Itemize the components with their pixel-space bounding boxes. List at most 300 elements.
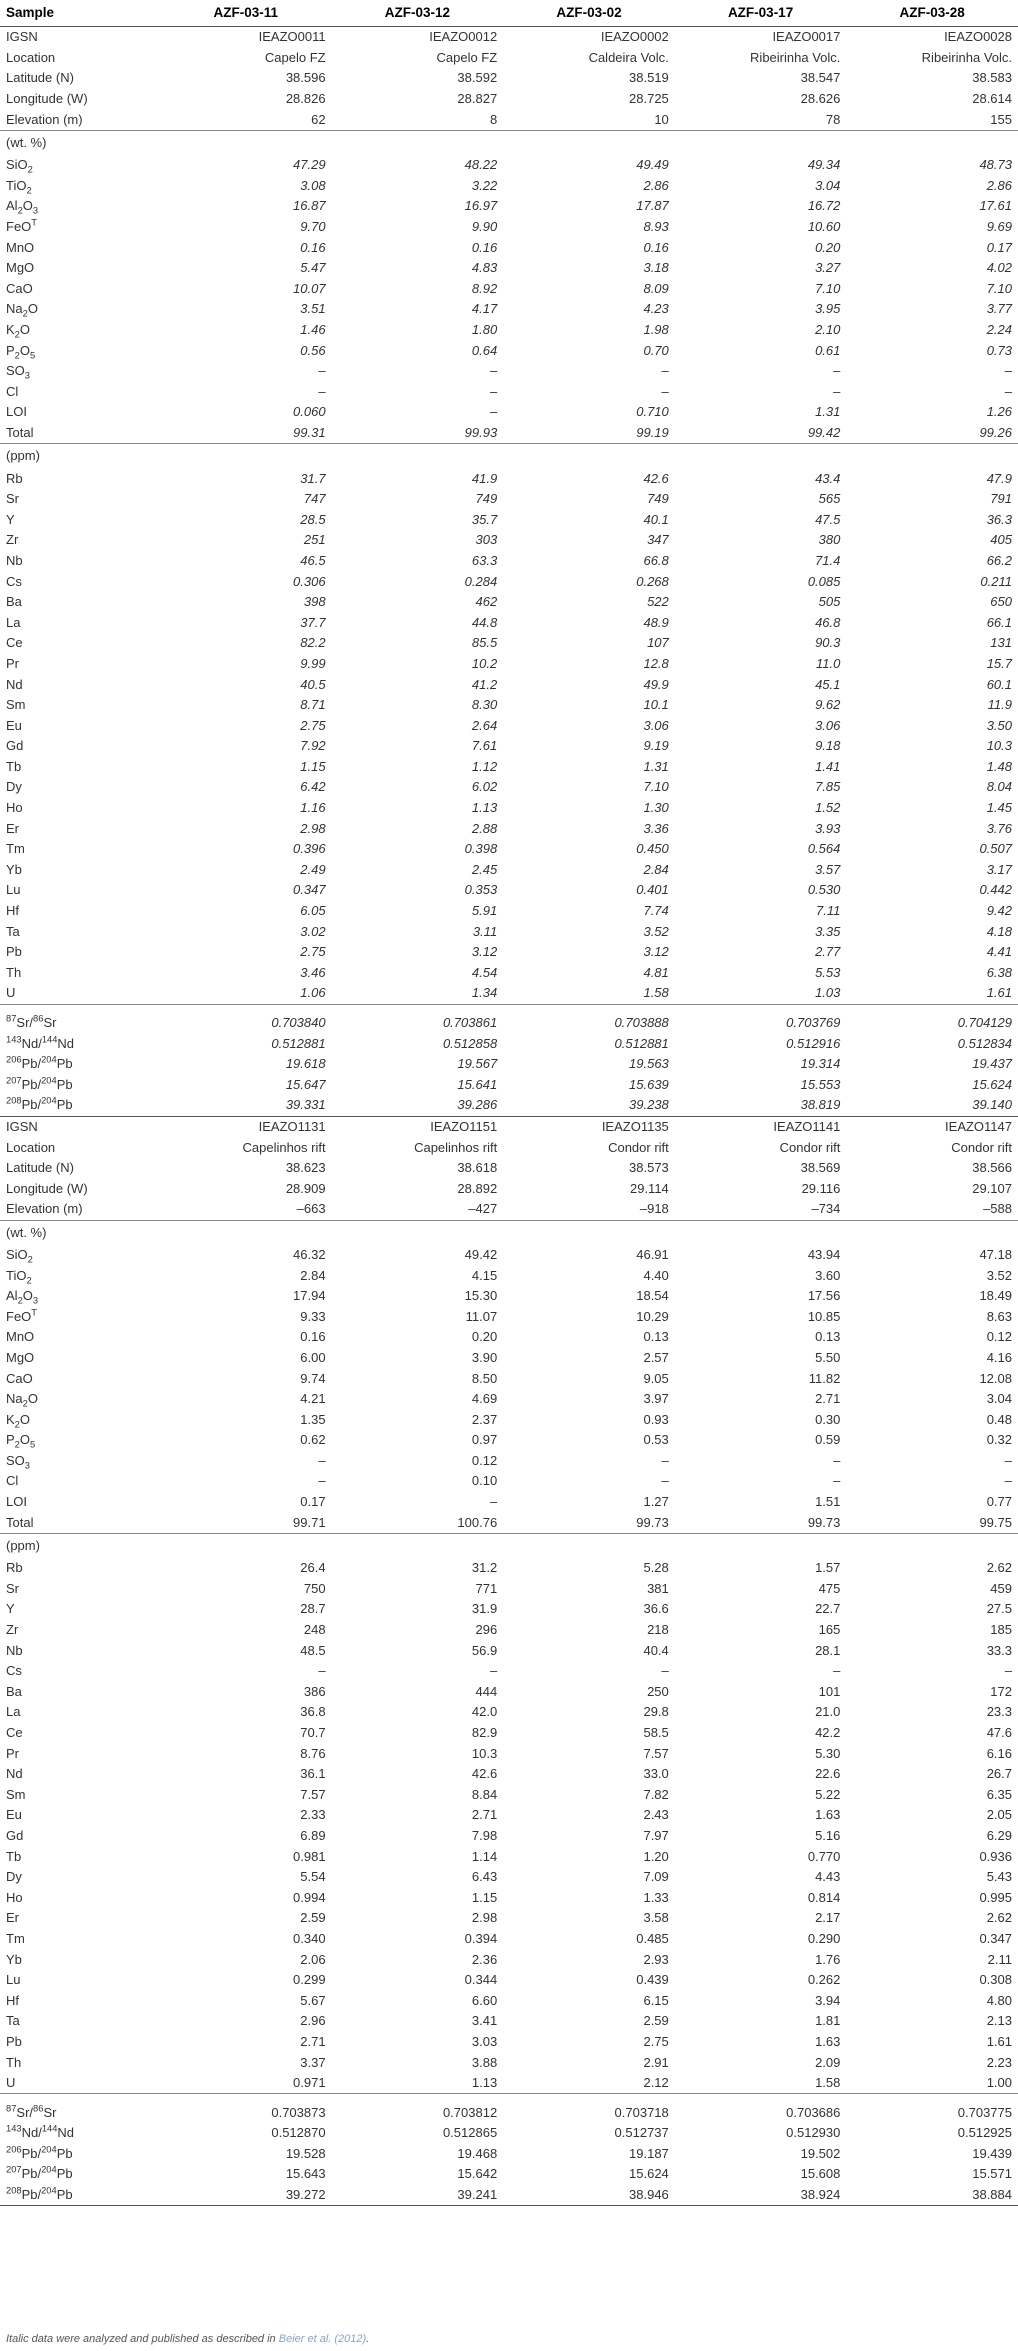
table-cell: 39.241 (332, 2185, 504, 2206)
table-cell: 2.71 (300, 2033, 326, 2049)
trace-element-row (0, 530, 1018, 551)
table-cell: 2.24 (986, 322, 1012, 338)
table-cell: 2.96 (300, 2013, 326, 2029)
row-label: Nb (6, 1642, 23, 1658)
table-cell: 0.564 (807, 841, 841, 857)
table-cell: 1.33 (643, 1889, 669, 1905)
metadata-row (0, 1178, 1018, 1199)
row-label: Ta (6, 2013, 20, 2029)
table-cell: 1.58 (643, 985, 669, 1001)
table-cell: 0.512834 (957, 1035, 1012, 1051)
table-cell: 3.02 (300, 923, 326, 939)
major-element-row (0, 1492, 1018, 1513)
table-cell: 15.624 (629, 2166, 669, 2182)
row-label: Er (6, 820, 19, 836)
trace-element-row (0, 551, 1018, 572)
table-cell: 11.9 (987, 697, 1012, 713)
table-cell: 398 (303, 594, 326, 610)
table-cell: IEAZO1147 (945, 1118, 1012, 1134)
row-label: Location (6, 49, 56, 65)
table-cell: 1.51 (815, 1494, 841, 1510)
table-cell: 42.6 (471, 1766, 498, 1782)
table-cell: 0.703812 (442, 2104, 498, 2120)
table-cell: 155 (990, 111, 1012, 127)
trace-element-row (0, 1620, 1018, 1641)
table-cell: 99.71 (293, 1514, 326, 1530)
table-cell: 38.819 (675, 1095, 847, 1116)
table-cell: 1.16 (300, 800, 326, 816)
table-cell: 0.61 (815, 342, 841, 358)
trace-element-row (0, 736, 1018, 757)
trace-element-row (0, 1702, 1018, 1723)
table-cell: 7.85 (815, 779, 841, 795)
table-cell: 17.61 (979, 198, 1012, 214)
table-cell: 3.88 (471, 2054, 498, 2070)
table-cell: 3.51 (300, 301, 326, 317)
table-cell: 0.512870 (271, 2125, 326, 2141)
table-cell: 4.80 (986, 1992, 1012, 2008)
table-cell: 3.36 (643, 820, 669, 836)
table-cell: 4.18 (986, 923, 1012, 939)
table-cell: 1.76 (815, 1951, 841, 1967)
table-cell: 1.31 (815, 404, 841, 420)
table-cell: 22.7 (815, 1601, 841, 1617)
row-label: Latitude (N) (6, 70, 74, 86)
table-cell: 36.3 (986, 511, 1012, 527)
table-cell: 7.10 (986, 280, 1012, 296)
table-cell: 4.41 (986, 944, 1012, 960)
table-cell: 3.93 (815, 820, 841, 836)
table-cell: 7.10 (815, 280, 841, 296)
table-cell: 3.50 (986, 717, 1012, 733)
table-cell: Capelo FZ (264, 49, 326, 65)
table-cell: 1.06 (300, 985, 326, 1001)
table-cell: 0.704129 (957, 1015, 1012, 1031)
table-cell: 31.2 (471, 1560, 498, 1576)
major-element-row (0, 1389, 1018, 1410)
row-label: $^{87}$Sr/$^{86}$Sr (6, 2103, 57, 2120)
table-cell: 1.15 (471, 1889, 498, 1905)
table-cell: 0.442 (979, 882, 1012, 898)
table-cell: 0.17 (986, 239, 1012, 255)
table-cell: 750 (303, 1580, 326, 1596)
table-cell: 4.54 (471, 964, 498, 980)
row-label: Tm (6, 1930, 25, 1946)
table-cell: 66.1 (986, 614, 1012, 630)
table-cell: 10.3 (471, 1745, 498, 1761)
table-cell: – (489, 1663, 498, 1679)
table-cell: 380 (818, 532, 841, 548)
row-label: Cs (6, 573, 22, 589)
table-cell: 0.971 (293, 2075, 326, 2091)
table-cell: 99.73 (807, 1514, 841, 1530)
table-cell: IEAZO1151 (430, 1118, 498, 1134)
table-cell: 19.618 (285, 1056, 326, 1072)
table-cell: 8.04 (986, 779, 1012, 795)
table-cell: 99.26 (979, 424, 1012, 440)
table-cell: 2.62 (986, 1910, 1012, 1926)
row-label: $Na_2O$ (6, 301, 38, 320)
trace-element-row (0, 612, 1018, 633)
table-cell: 15.624 (972, 1076, 1012, 1092)
row-label: $SO_3$ (6, 363, 30, 381)
table-cell: 2.57 (643, 1349, 669, 1365)
table-cell: 0.93 (643, 1411, 669, 1427)
table-cell: Condor rift (951, 1139, 1012, 1155)
footnote-reference-link[interactable]: Beier et al. (2012) (278, 2333, 367, 2345)
isotope-ratio-row (0, 2164, 1018, 2185)
major-element-row (0, 217, 1018, 238)
trace-element-row (0, 942, 1018, 963)
table-cell: –734 (811, 1201, 841, 1217)
table-cell: 0.340 (293, 1930, 326, 1946)
row-label: Y (6, 1601, 15, 1617)
table-cell: 19.187 (629, 2145, 669, 2161)
table-cell: 250 (647, 1683, 669, 1699)
footnote (6, 2333, 369, 2345)
header-sample-2: AZF-03-12 (332, 0, 504, 27)
table-cell: 1.98 (643, 322, 669, 338)
table-cell: 10.60 (807, 219, 841, 235)
trace-element-row (0, 1682, 1018, 1703)
table-cell: 39.272 (160, 2185, 332, 2206)
table-cell: 0.814 (807, 1889, 841, 1905)
table-cell: 749 (647, 491, 669, 507)
table-cell: 9.99 (300, 655, 326, 671)
table-cell: 3.03 (471, 2033, 498, 2049)
trace-element-row (0, 798, 1018, 819)
table-cell: 3.12 (643, 944, 669, 960)
row-label: Eu (6, 717, 22, 733)
row-label: Sm (6, 697, 26, 713)
table-cell: 40.5 (300, 676, 326, 692)
table-cell: 15.639 (629, 1076, 669, 1092)
table-cell: 37.7 (300, 614, 326, 630)
table-cell: 19.502 (800, 2145, 841, 2161)
major-element-row (0, 258, 1018, 279)
table-cell: 99.75 (979, 1514, 1012, 1530)
table-cell: 46.32 (293, 1246, 326, 1262)
trace-element-row (0, 963, 1018, 984)
table-cell: 3.52 (986, 1267, 1012, 1283)
row-label: $^{207}$Pb/$^{204}$Pb (6, 1075, 73, 1092)
table-cell: 38.573 (629, 1160, 669, 1176)
table-cell: 3.77 (986, 301, 1012, 317)
table-cell: 1.03 (815, 985, 841, 1001)
row-label: Yb (6, 861, 22, 877)
table-cell: 0.308 (979, 1972, 1012, 1988)
table-cell: 49.49 (636, 157, 669, 173)
table-cell: 10.1 (643, 697, 669, 713)
row-label: Cs (6, 1663, 22, 1679)
major-element-row (0, 1512, 1018, 1533)
table-cell: 1.14 (471, 1848, 498, 1864)
table-cell: 48.9 (643, 614, 669, 630)
row-label: La (6, 1704, 21, 1720)
trace-element-row (0, 839, 1018, 860)
table-cell: 2.23 (986, 2054, 1012, 2070)
table-cell: 3.97 (643, 1391, 669, 1407)
table-cell: 522 (647, 594, 669, 610)
table-cell: 16.87 (293, 198, 326, 214)
table-cell: 1.80 (471, 322, 498, 338)
major-element-row (0, 1451, 1018, 1472)
spacer-row (0, 2094, 1018, 2103)
table-cell: Capelo FZ (436, 49, 498, 65)
table-cell: – (1004, 1663, 1012, 1679)
trace-element-row (0, 2073, 1018, 2094)
table-cell: –918 (639, 1201, 669, 1217)
table-cell: 3.52 (643, 923, 669, 939)
table-cell: 45.1 (815, 676, 841, 692)
table-cell: 0.512737 (614, 2125, 669, 2141)
table-cell: 2.11 (987, 1951, 1012, 1967)
table-cell: 49.34 (807, 157, 841, 173)
row-label: Cl (6, 383, 19, 399)
table-cell: 38.924 (675, 2185, 847, 2206)
table-cell: 28.827 (457, 91, 498, 107)
table-cell: 1.12 (471, 758, 498, 774)
table-cell: IEAZO1141 (773, 1118, 841, 1134)
table-cell: 1.13 (471, 800, 498, 816)
table-cell: 3.27 (815, 260, 841, 276)
table-cell: 2.71 (471, 1807, 498, 1823)
row-label: Nb (6, 552, 23, 568)
table-cell: 7.09 (643, 1869, 669, 1885)
table-cell: 2.71 (815, 1391, 841, 1407)
row-label: LOI (6, 1494, 27, 1510)
table-cell: 82.2 (300, 635, 326, 651)
major-element-row (0, 1430, 1018, 1451)
table-cell: 4.16 (986, 1349, 1012, 1365)
table-cell: 49.42 (464, 1246, 498, 1262)
table-cell: 39.140 (846, 1095, 1018, 1116)
table-cell: 15.571 (972, 2166, 1012, 2182)
table-cell: 36.8 (300, 1704, 326, 1720)
table-cell: 650 (990, 594, 1012, 610)
table-cell: 1.31 (643, 758, 669, 774)
table-cell: – (318, 363, 326, 379)
row-label: Tm (6, 841, 25, 857)
table-cell: 17.87 (636, 198, 669, 214)
table-cell: 33.3 (986, 1642, 1012, 1658)
table-cell: 15.7 (986, 655, 1012, 671)
table-cell: – (489, 404, 498, 420)
table-cell: 38.946 (503, 2185, 675, 2206)
table-cell: 5.67 (300, 1992, 326, 2008)
table-cell: 7.10 (643, 779, 669, 795)
table-cell: 9.42 (986, 903, 1012, 919)
table-cell: 0.77 (986, 1494, 1012, 1510)
table-cell: 5.91 (471, 903, 498, 919)
table-cell: 444 (475, 1683, 498, 1699)
row-label: $Al_2O_3$ (6, 1288, 39, 1306)
table-cell: 0.16 (300, 239, 326, 255)
major-elements-section-label: (wt. %) (0, 1220, 1018, 1245)
table-cell: 3.57 (815, 861, 841, 877)
row-label: $^{208}$Pb/$^{204}$Pb (0, 2185, 160, 2206)
table-cell: 565 (818, 491, 841, 507)
major-element-row (0, 176, 1018, 197)
table-cell: 1.00 (986, 2075, 1012, 2091)
table-cell: 19.563 (629, 1056, 669, 1072)
table-cell: 791 (990, 491, 1012, 507)
metadata-row (0, 89, 1018, 110)
row-label: Elevation (m) (6, 1201, 83, 1217)
row-label: TiO$_2$ (6, 177, 32, 196)
table-cell: 2.37 (471, 1411, 498, 1427)
table-cell: 6.05 (300, 903, 326, 919)
major-element-row (0, 1348, 1018, 1369)
table-cell: 0.64 (471, 342, 498, 358)
table-cell: 42.6 (643, 470, 669, 486)
row-label: $K_2O$ (6, 1411, 30, 1430)
major-element-row (0, 382, 1018, 403)
table-cell: 9.70 (300, 219, 326, 235)
table-cell: 5.53 (815, 964, 841, 980)
isotope-ratio-row (0, 1075, 1018, 1096)
table-cell: 1.41 (815, 758, 841, 774)
major-element-row (0, 1327, 1018, 1348)
table-cell: 0.530 (807, 882, 841, 898)
metadata-row (0, 1116, 1018, 1137)
row-label: Nd (6, 1766, 23, 1782)
table-cell: 44.8 (471, 614, 498, 630)
table-cell: 101 (818, 1683, 841, 1699)
table-cell: 0.710 (636, 404, 669, 420)
table-cell: 0.16 (471, 239, 498, 255)
table-cell: 8.30 (471, 697, 498, 713)
row-label: Zr (6, 1622, 19, 1638)
trace-element-row (0, 468, 1018, 489)
table-cell: 28.626 (800, 91, 841, 107)
table-cell: 0.48 (986, 1411, 1012, 1427)
table-cell: –427 (468, 1201, 498, 1217)
table-cell: – (489, 1494, 498, 1510)
trace-element-row (0, 1558, 1018, 1579)
isotope-ratio-row (0, 2144, 1018, 2165)
table-cell: 2.91 (643, 2054, 669, 2070)
table-cell: 18.49 (979, 1288, 1012, 1304)
table-cell: 49.9 (643, 676, 669, 692)
table-cell: 38.618 (457, 1160, 498, 1176)
major-element-row (0, 237, 1018, 258)
table-cell: 38.596 (285, 70, 326, 86)
table-cell: 747 (303, 491, 326, 507)
table-cell: 0.507 (979, 841, 1012, 857)
row-label: $P_2O_5$ (6, 342, 36, 361)
table-cell: 0.306 (293, 573, 326, 589)
table-cell: 0.703861 (442, 1015, 498, 1031)
trace-element-row (0, 695, 1018, 716)
table-cell: Ribeirinha Volc. (921, 49, 1012, 65)
table-cell: 2.36 (471, 1951, 498, 1967)
table-cell: 8.63 (986, 1308, 1012, 1324)
table-cell: 3.58 (643, 1910, 669, 1926)
trace-element-row (0, 489, 1018, 510)
table-cell: 131 (990, 635, 1012, 651)
table-cell: 11.82 (808, 1370, 841, 1386)
major-element-row (0, 340, 1018, 361)
table-cell: 28.725 (629, 91, 669, 107)
table-cell: 0.512930 (786, 2125, 841, 2141)
row-label: SiO$_2$ (6, 157, 33, 175)
table-cell: 165 (818, 1622, 841, 1638)
major-element-row (0, 1286, 1018, 1307)
table-cell: 0.512925 (957, 2125, 1012, 2141)
row-label: CaO (6, 1370, 33, 1386)
table-cell: 2.88 (471, 820, 498, 836)
table-cell: – (833, 1473, 841, 1489)
table-cell: 58.5 (643, 1725, 669, 1741)
table-cell: 10.3 (986, 738, 1012, 754)
table-cell: 3.17 (986, 861, 1012, 877)
table-cell: – (833, 363, 841, 379)
table-cell: 0.060 (293, 404, 326, 420)
table-cell: – (661, 1663, 669, 1679)
table-cell: 6.35 (986, 1786, 1012, 1802)
row-label: TiO$_2$ (6, 1267, 32, 1286)
row-label: Tb (6, 758, 22, 774)
table-cell: 6.43 (471, 1869, 498, 1885)
table-cell: 0.56 (300, 342, 326, 358)
trace-element-row (0, 1723, 1018, 1744)
table-cell: 0.268 (636, 573, 669, 589)
table-cell: 172 (990, 1683, 1012, 1699)
row-label: $SO_3$ (6, 1452, 30, 1471)
table-cell: 17.94 (293, 1288, 326, 1304)
trace-element-row (0, 1785, 1018, 1806)
table-cell: 6.60 (471, 1992, 498, 2008)
row-label: Hf (6, 1992, 19, 2008)
row-label: Rb (6, 470, 23, 486)
table-cell: 1.61 (986, 2033, 1012, 2049)
table-cell: 15.30 (464, 1288, 498, 1304)
row-label: Location (6, 1139, 56, 1155)
table-cell: 10.2 (471, 655, 498, 671)
table-cell: 4.02 (986, 260, 1012, 276)
table-cell: 0.398 (464, 841, 498, 857)
table-cell: – (1004, 1452, 1012, 1468)
table-cell: Capelinhos rift (414, 1139, 498, 1155)
table-cell: 3.04 (986, 1391, 1012, 1407)
table-cell: 296 (475, 1622, 498, 1638)
table-cell: 48.73 (979, 157, 1012, 173)
table-cell: 0.770 (807, 1848, 841, 1864)
table-header-row (0, 0, 1018, 27)
table-cell: 4.43 (815, 1869, 841, 1885)
table-cell: 4.81 (643, 964, 669, 980)
table-cell: 6.15 (643, 1992, 669, 2008)
table-cell: 2.59 (300, 1910, 326, 1926)
table-cell: 0.512916 (786, 1035, 841, 1051)
table-cell: 99.31 (293, 424, 326, 440)
row-label: Tb (6, 1848, 22, 1864)
table-cell: 459 (990, 1580, 1012, 1596)
table-cell: 1.48 (986, 758, 1012, 774)
table-cell: 40.1 (643, 511, 669, 527)
table-cell: 42.2 (815, 1725, 841, 1741)
table-cell: 0.995 (979, 1889, 1012, 1905)
table-cell: 3.12 (471, 944, 498, 960)
table-cell: 9.69 (986, 219, 1012, 235)
table-cell: 0.936 (979, 1848, 1012, 1864)
table-cell: 1.61 (986, 985, 1012, 1001)
row-label: Sm (6, 1786, 26, 1802)
table-cell: – (318, 1663, 326, 1679)
isotope-ratio-row (0, 2102, 1018, 2123)
table-cell: – (661, 363, 669, 379)
